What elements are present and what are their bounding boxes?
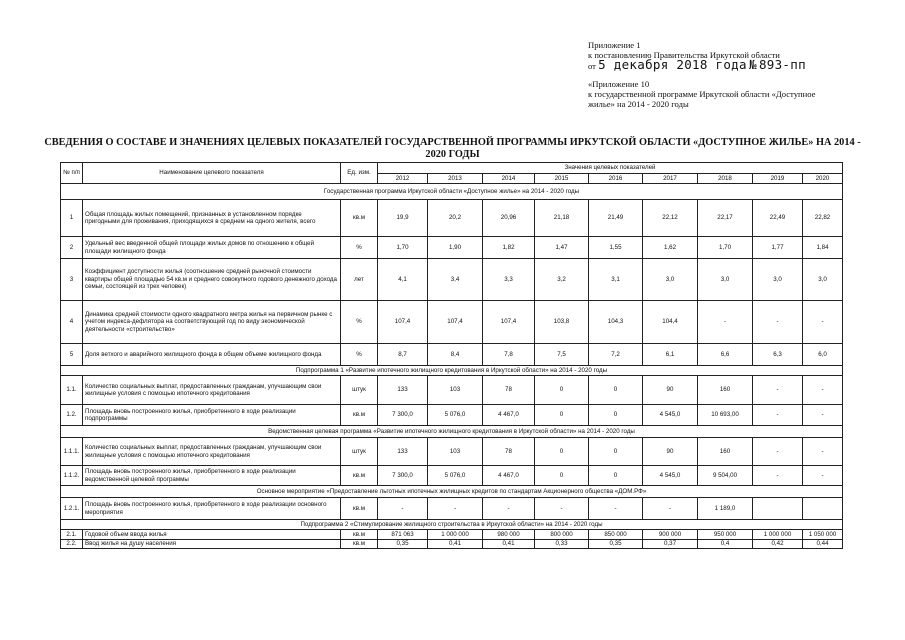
table-row	[61, 540, 843, 549]
appendix-header	[588, 40, 888, 109]
value-cell: 78	[483, 376, 535, 405]
value-cell: 1,90	[428, 237, 483, 259]
number-sign: №	[748, 57, 757, 72]
value-cell: 9 504,00	[698, 466, 753, 486]
value-cell: 0	[589, 438, 643, 466]
table-row	[61, 438, 843, 466]
unit-cell: кв.м	[341, 540, 378, 549]
value-cell: 850 000	[589, 530, 643, 540]
col-unit-header: Ед. изм.	[341, 163, 378, 184]
table-row	[61, 466, 843, 486]
value-cell: 0	[589, 376, 643, 405]
value-cell: 0,37	[643, 540, 698, 549]
value-cell	[753, 498, 803, 520]
value-cell: 0,41	[428, 540, 483, 549]
year-header: 2020	[803, 174, 843, 184]
table-row	[61, 344, 843, 366]
indicator-name: Площадь вновь построенного жилья, приобретенного в ходе реализации ведомственной целевой программы	[83, 466, 341, 486]
resolution-date-line	[588, 57, 888, 72]
value-cell: 0,41	[483, 540, 535, 549]
value-cell: 3,0	[803, 259, 843, 301]
value-cell: 800 000	[535, 530, 589, 540]
value-cell: 20,2	[428, 200, 483, 237]
indicator-name: Годовой объем ввода жилья	[83, 530, 341, 540]
value-cell: -	[753, 376, 803, 405]
value-cell: -	[803, 301, 843, 344]
value-cell: 0,44	[803, 540, 843, 549]
value-cell: 22,82	[803, 200, 843, 237]
value-cell: 4,1	[378, 259, 428, 301]
year-header: 2016	[589, 174, 643, 184]
program-line-1: к государственной программе Иркутской области «Доступное	[588, 89, 816, 99]
value-cell: 3,0	[753, 259, 803, 301]
value-cell: -	[753, 438, 803, 466]
value-cell: 1,62	[643, 237, 698, 259]
value-cell: 1,82	[483, 237, 535, 259]
table-row	[61, 498, 843, 520]
value-cell: 1 050 000	[803, 530, 843, 540]
table-row	[61, 237, 843, 259]
value-cell: 1 000 000	[428, 530, 483, 540]
value-cell: 103,8	[535, 301, 589, 344]
table-row	[61, 376, 843, 405]
value-cell: 900 000	[643, 530, 698, 540]
value-cell: 950 000	[698, 530, 753, 540]
value-cell: 871 063	[378, 530, 428, 540]
value-cell: 3,4	[428, 259, 483, 301]
unit-cell: лет	[341, 259, 378, 301]
year-header: 2018	[698, 174, 753, 184]
year-header: 2014	[483, 174, 535, 184]
indicator-name: Коэффициент доступности жилья (соотношение средней рыночной стоимости квартиры общей площадью 54 кв.м и среднего совокупного годового денежного дохода семьи, состоящей из трех человек)	[83, 259, 341, 301]
value-cell: 1,70	[378, 237, 428, 259]
appendix-label: Приложение 1	[588, 40, 641, 50]
from-prefix: от	[588, 61, 596, 71]
value-cell: 7 300,0	[378, 405, 428, 426]
unit-cell: %	[341, 344, 378, 366]
value-cell: -	[428, 498, 483, 520]
section-row	[61, 426, 843, 438]
row-number: 4	[61, 301, 83, 344]
value-cell: 133	[378, 438, 428, 466]
indicator-name: Общая площадь жилых помещений, признанных в установленном порядке пригодными для проживания, приходящихся в среднем на одного жителя, всего	[83, 200, 341, 237]
value-cell: 104,4	[643, 301, 698, 344]
indicator-name: Ввод жилья на душу населения	[83, 540, 341, 549]
value-cell: -	[698, 301, 753, 344]
value-cell: 0	[535, 466, 589, 486]
row-number: 1.2.	[61, 405, 83, 426]
value-cell: -	[803, 405, 843, 426]
section-row	[61, 184, 843, 200]
row-number: 3	[61, 259, 83, 301]
unit-cell: кв.м	[341, 405, 378, 426]
row-number: 2.1.	[61, 530, 83, 540]
value-cell: 4 545,0	[643, 405, 698, 426]
value-cell: 5 076,0	[428, 466, 483, 486]
indicator-name: Количество социальных выплат, предоставленных гражданам, улучшающим свои жилищные условия с помощью ипотечного кредитования	[83, 438, 341, 466]
value-cell: 107,4	[428, 301, 483, 344]
section-title: Подпрограмма 1 «Развитие ипотечного жилищного кредитования в Иркутской области» на 2014 - 2020 годы	[61, 366, 843, 376]
section-row	[61, 486, 843, 498]
value-cell: 8,4	[428, 344, 483, 366]
row-number: 2	[61, 237, 83, 259]
table-row	[61, 530, 843, 540]
resolution-line: к постановлению Правительства Иркутской области	[588, 50, 780, 60]
unit-cell: штук	[341, 438, 378, 466]
value-cell: 7,2	[589, 344, 643, 366]
value-cell: 7 300,0	[378, 466, 428, 486]
value-cell: 3,1	[589, 259, 643, 301]
year-header: 2017	[643, 174, 698, 184]
value-cell: 0	[589, 405, 643, 426]
value-cell	[803, 498, 843, 520]
indicator-name: Площадь вновь построенного жилья, приобретенного в ходе реализации основного мероприятия	[83, 498, 341, 520]
value-cell: 3,0	[698, 259, 753, 301]
year-header: 2015	[535, 174, 589, 184]
value-cell: 1,84	[803, 237, 843, 259]
value-cell: 1,70	[698, 237, 753, 259]
value-cell: 0,4	[698, 540, 753, 549]
value-cell: 7,5	[535, 344, 589, 366]
document-title: СВЕДЕНИЯ О СОСТАВЕ И ЗНАЧЕНИЯХ ЦЕЛЕВЫХ ПОКАЗАТЕЛЕЙ ГОСУДАРСТВЕННОЙ ПРОГРАММЫ ИРКУТСКОЙ ОБЛАСТИ «ДОСТУПНОЕ ЖИЛЬЕ» НА 2014 - 2020 ГОДЫ	[44, 137, 861, 160]
unit-cell: штук	[341, 376, 378, 405]
row-number: 5	[61, 344, 83, 366]
value-cell: 0	[535, 376, 589, 405]
value-cell: 7,8	[483, 344, 535, 366]
row-number: 1	[61, 200, 83, 237]
resolution-number: 893-пп	[758, 57, 806, 72]
indicator-name: Количество социальных выплат, предоставленных гражданам, улучшающим свои жилищные условия с помощью ипотечного кредитования	[83, 376, 341, 405]
table-row	[61, 405, 843, 426]
section-title: Государственная программа Иркутской области «Доступное жилье» на 2014 - 2020 годы	[61, 184, 843, 200]
value-cell: 4 545,0	[643, 466, 698, 486]
value-cell: 0	[589, 466, 643, 486]
table-row	[61, 301, 843, 344]
value-cell: 0,42	[753, 540, 803, 549]
value-cell: 22,17	[698, 200, 753, 237]
value-cell: 133	[378, 376, 428, 405]
value-cell: 0,33	[535, 540, 589, 549]
value-cell: -	[589, 498, 643, 520]
unit-cell: %	[341, 301, 378, 344]
value-cell: 4 467,0	[483, 405, 535, 426]
value-cell: 3,3	[483, 259, 535, 301]
section-row	[61, 366, 843, 376]
value-cell: 980 000	[483, 530, 535, 540]
section-title: Основное мероприятие «Предоставление льготных ипотечных жилищных кредитов по стандартам Акционерного общества «ДОМ.РФ»	[61, 486, 843, 498]
value-cell: -	[803, 376, 843, 405]
value-cell: -	[643, 498, 698, 520]
value-cell: 90	[643, 376, 698, 405]
section-row	[61, 520, 843, 530]
value-cell: 6,3	[753, 344, 803, 366]
value-cell: 5 076,0	[428, 405, 483, 426]
values-header: Значения целевых показателей	[378, 163, 843, 174]
resolution-date: 5 декабря 2018 года	[598, 57, 747, 72]
indicators-table	[60, 162, 843, 549]
value-cell: 1,55	[589, 237, 643, 259]
value-cell: -	[753, 301, 803, 344]
indicator-name: Удельный вес введенной общей площади жилых домов по отношению к общей площади жилищного фонда	[83, 237, 341, 259]
value-cell: 20,96	[483, 200, 535, 237]
value-cell: -	[378, 498, 428, 520]
unit-cell: кв.м	[341, 498, 378, 520]
indicator-name: Площадь вновь построенного жилья, приобретенного в ходе реализации подпрограммы	[83, 405, 341, 426]
indicator-name: Динамика средней стоимости одного квадратного метра жилья на первичном рынке с учетом индекса-дефлятора на соответствующий год по виду экономической деятельности «строительство»	[83, 301, 341, 344]
value-cell: -	[535, 498, 589, 520]
value-cell: 10 693,00	[698, 405, 753, 426]
value-cell: -	[753, 466, 803, 486]
value-cell: 3,2	[535, 259, 589, 301]
value-cell: -	[803, 466, 843, 486]
value-cell: 1,77	[753, 237, 803, 259]
col-name-header: Наименование целевого показателя	[83, 163, 341, 184]
value-cell: 6,0	[803, 344, 843, 366]
row-number: 1.1.1.	[61, 438, 83, 466]
row-number: 1.2.1.	[61, 498, 83, 520]
unit-cell: %	[341, 237, 378, 259]
year-header: 2019	[753, 174, 803, 184]
year-header: 2012	[378, 174, 428, 184]
value-cell: 4 467,0	[483, 466, 535, 486]
value-cell: 0,35	[589, 540, 643, 549]
row-number: 1.1.	[61, 376, 83, 405]
table-row	[61, 200, 843, 237]
col-num-header: № п/п	[61, 163, 83, 184]
value-cell: -	[483, 498, 535, 520]
section-title: Ведомственная целевая программа «Развитие ипотечного жилищного кредитования в Иркутской области» на 2014 - 2020 годы	[61, 426, 843, 438]
value-cell: 103	[428, 438, 483, 466]
unit-cell: кв.м	[341, 530, 378, 540]
row-number: 1.1.2.	[61, 466, 83, 486]
unit-cell: кв.м	[341, 466, 378, 486]
section-title: Подпрограмма 2 «Стимулирование жилищного строительства в Иркутской области» на 2014 - 2020 годы	[61, 520, 843, 530]
value-cell: -	[803, 438, 843, 466]
value-cell: 90	[643, 438, 698, 466]
value-cell: 21,18	[535, 200, 589, 237]
value-cell: 103	[428, 376, 483, 405]
value-cell: 160	[698, 376, 753, 405]
value-cell: 3,0	[643, 259, 698, 301]
value-cell: 0,35	[378, 540, 428, 549]
value-cell: 104,3	[589, 301, 643, 344]
value-cell: 21,49	[589, 200, 643, 237]
appendix10-label: «Приложение 10	[588, 79, 650, 89]
value-cell: 160	[698, 438, 753, 466]
value-cell: 0	[535, 405, 589, 426]
year-header: 2013	[428, 174, 483, 184]
value-cell: 1 189,0	[698, 498, 753, 520]
unit-cell: кв.м	[341, 200, 378, 237]
value-cell: -	[753, 405, 803, 426]
value-cell: 22,49	[753, 200, 803, 237]
value-cell: 22,12	[643, 200, 698, 237]
row-number: 2.2.	[61, 540, 83, 549]
value-cell: 1,47	[535, 237, 589, 259]
value-cell: 107,4	[483, 301, 535, 344]
value-cell: 0	[535, 438, 589, 466]
value-cell: 8,7	[378, 344, 428, 366]
table-row	[61, 259, 843, 301]
value-cell: 78	[483, 438, 535, 466]
value-cell: 19,9	[378, 200, 428, 237]
value-cell: 1 000 000	[753, 530, 803, 540]
program-line-2: жилье» на 2014 - 2020 годы	[588, 99, 689, 109]
value-cell: 6,6	[698, 344, 753, 366]
value-cell: 107,4	[378, 301, 428, 344]
indicator-name: Доля ветхого и аварийного жилищного фонда в общем объеме жилищного фонда	[83, 344, 341, 366]
value-cell: 6,1	[643, 344, 698, 366]
